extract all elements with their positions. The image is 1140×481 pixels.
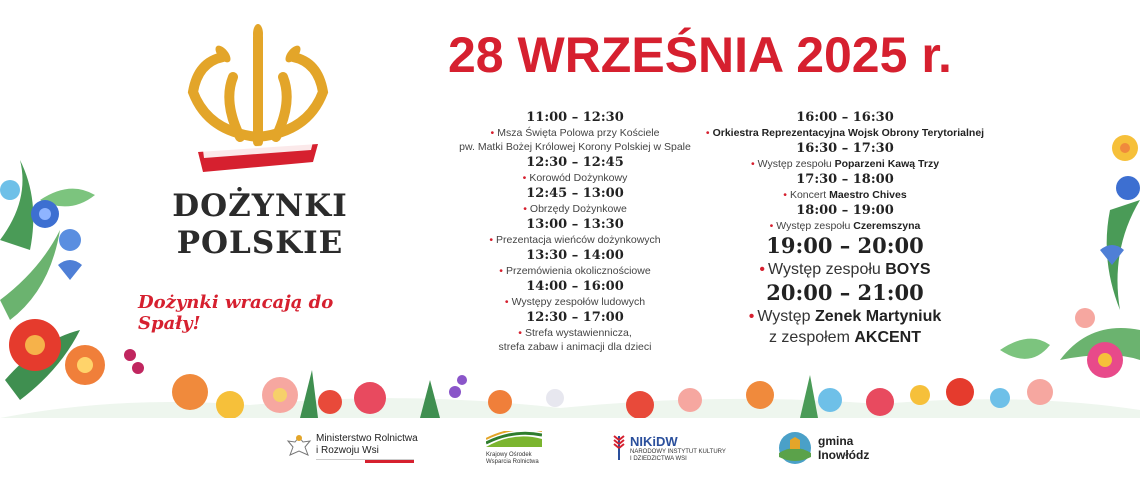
partner-footer [0,418,1140,481]
schedule-item [430,247,720,278]
ear-of-wheat-icon [612,434,626,462]
tagline: Dożynki wracają do Spały! [138,292,334,334]
logo-line-1: DOŻYNKI [172,188,348,224]
schedule-desc: pw. Matki Bożej Królowej Korony Polskiej w Spale [459,141,691,153]
nikidw-logo [612,428,726,468]
schedule-desc: • Występ zespołu Poparzeni Kawą Trzy [750,158,940,170]
schedule-item-highlight [700,233,990,280]
kowr-name-line-1: Krajowy Ośrodek [486,451,532,458]
schedule-desc: • Obrzędy Dożynkowe [523,203,627,215]
schedule-time: 12:45 – 13:00 [526,186,624,201]
schedule-desc: z zespołem AKCENT [768,329,922,346]
schedule-item [430,185,720,216]
schedule-desc: • Występ zespołu BOYS [759,261,931,278]
schedule-time: 20:00 – 21:00 [766,280,924,305]
schedule-item-highlight [700,280,990,348]
schedule-desc: • Występy zespołów ludowych [504,296,646,308]
logo-line-2: POLSKIE [176,225,344,261]
eagle-emblem-icon [286,433,312,463]
ministry-name-line-2: i Rozwoju Wsi [316,445,379,456]
schedule-time: 12:30 – 12:45 [526,155,624,170]
schedule-desc: • Prezentacja wieńców dożynkowych [489,234,661,246]
schedule-item [700,140,990,171]
schedule-item [430,278,720,309]
schedule-time: 11:00 – 12:30 [526,110,624,125]
kowr-name-line-2: Wsparcia Rolnictwa [486,458,539,465]
schedule-time: 17:30 – 18:00 [796,172,894,187]
schedule-desc: • Koncert Maestro Chives [783,189,907,201]
gmina-line-1: gmina [818,434,854,448]
schedule-desc: • Występ Zenek Martyniuk [748,308,942,325]
wheat-crown-icon [168,22,348,182]
nikidw-sub-line-1: NARODOWY INSTYTUT KULTURY [630,448,726,455]
schedule-desc: • Msza Święta Polowa przy Kościele [490,127,660,139]
left-flowers [0,160,144,400]
schedule-item [430,309,720,354]
fields-icon [486,431,542,447]
nikidw-sub-line-2: I DZIEDZICTWA WSI [630,455,687,462]
schedule-time: 14:00 – 16:00 [526,279,624,294]
gmina-logo [778,428,869,468]
kowr-logo [486,428,542,468]
nikidw-name: NIKiDW [630,433,678,449]
schedule-item [430,216,720,247]
bottom-flowers [0,370,1140,418]
schedule-desc: • Występ zespołu Czeremszyna [769,220,921,232]
gmina-line-2: Inowłódz [818,448,870,462]
schedule-time: 13:30 – 14:00 [526,248,624,263]
schedule-desc: • Orkiestra Reprezentacyjna Wojsk Obrony Terytorialnej [705,127,985,139]
schedule-time: 19:00 – 20:00 [766,233,924,258]
schedule-time: 16:00 – 16:30 [796,110,894,125]
schedule-left-column [430,109,720,354]
gmina-emblem-icon [778,431,812,465]
flag-stripe [316,459,414,463]
schedule-item [430,109,720,154]
event-date-headline: 28 WRZEŚNIA 2025 r. [448,27,952,83]
schedule-desc: • Korowód Dożynkowy [522,172,628,184]
schedule-item [700,202,990,233]
ministry-logo [286,428,418,468]
schedule-item [700,109,990,140]
schedule-time: 18:00 – 19:00 [796,203,894,218]
logo-title [150,188,370,262]
schedule-item [700,171,990,202]
schedule-desc: • Przemówienia okolicznościowe [499,265,651,277]
schedule-time: 13:00 – 13:30 [526,217,624,232]
schedule-right-column [700,109,990,348]
schedule-desc: strefa zabaw i animacji dla dzieci [498,341,652,353]
schedule-desc: • Strefa wystawiennicza, [518,327,632,339]
schedule-time: 12:30 – 17:00 [526,310,624,325]
ministry-name-line-1: Ministerstwo Rolnictwa [316,433,418,444]
schedule-item [430,154,720,185]
schedule-time: 16:30 – 17:30 [796,141,894,156]
